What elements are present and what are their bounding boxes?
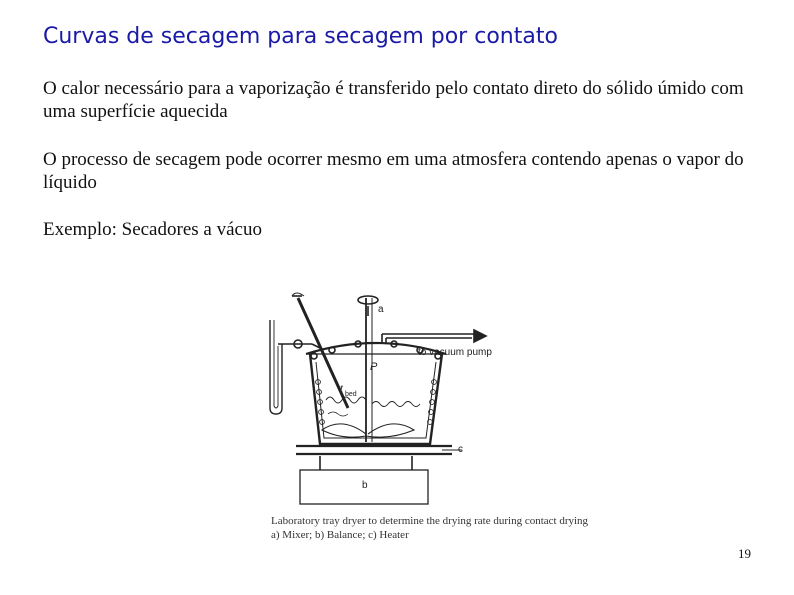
label-p: P xyxy=(370,361,378,373)
tray-dryer-diagram xyxy=(262,288,522,512)
mixer-handle xyxy=(358,296,378,304)
label-c: c xyxy=(458,444,463,455)
label-vacuum-pump: to vacuum pump xyxy=(418,347,492,358)
paragraph-vapor-atmosphere: O processo de secagem pode ocorrer mesmo em uma atmosfera contendo apenas o vapor do líquido xyxy=(43,149,744,193)
caption-line-1: Laboratory tray dryer to determine the drying rate during contact drying xyxy=(271,515,589,527)
caption-line-2: a) Mixer; b) Balance; c) Heater xyxy=(271,529,409,541)
slide-title: Curvas de secagem para secagem por contato xyxy=(43,24,558,49)
label-t: t xyxy=(340,384,343,395)
page-number: 19 xyxy=(738,546,751,561)
label-b: b xyxy=(362,480,368,491)
label-a: a xyxy=(378,304,384,315)
manometer xyxy=(270,320,282,414)
label-bed: bed xyxy=(345,391,357,398)
paragraph-example: Exemplo: Secadores a vácuo xyxy=(43,219,262,240)
figure-caption xyxy=(271,514,588,542)
mixer-paddles xyxy=(322,424,414,437)
paragraph-heat-transfer: O calor necessário para a vaporização é transferido pelo contato direto do sólido úmido com uma superfície aquecida xyxy=(43,78,744,122)
